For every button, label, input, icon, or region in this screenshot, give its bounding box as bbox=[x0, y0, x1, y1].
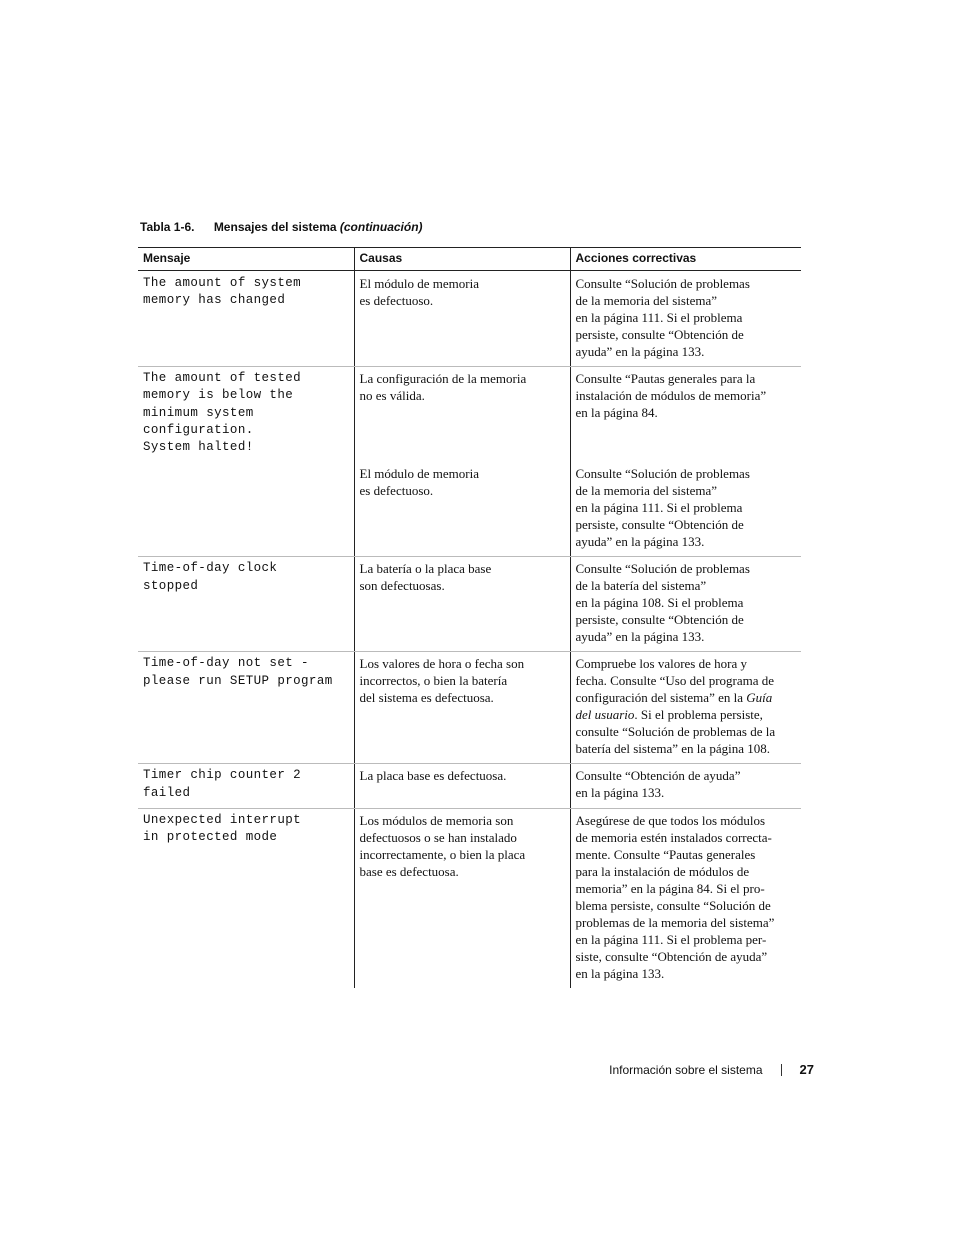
action-cell bbox=[570, 652, 801, 764]
message-cell: Time-of-day clock stopped bbox=[138, 557, 354, 652]
action-text: . Si el problema persiste, consulte “Solución de problemas de la batería del sistema” en la página 108. bbox=[575, 707, 776, 757]
cause-cell: El módulo de memoria es defectuoso. bbox=[354, 271, 570, 367]
header-actions: Acciones correctivas bbox=[570, 248, 801, 271]
table-row bbox=[138, 367, 801, 463]
table-caption bbox=[140, 220, 423, 234]
action-cell: Consulte “Obtención de ayuda” en la página 133. bbox=[570, 764, 801, 809]
guide-title-cont: del usuario bbox=[575, 707, 635, 723]
action-cell: Consulte “Pautas generales para la instalación de módulos de memoria” en la página 84. bbox=[575, 371, 767, 420]
page-footer bbox=[609, 1062, 814, 1077]
cause-cell: La configuración de la memoria no es válida. bbox=[354, 367, 570, 463]
action-cell: Consulte “Solución de problemas de la memoria del sistema” en la página 111. Si el problema persiste, consulte “Obtención de ayuda” en la página 133. bbox=[570, 271, 801, 367]
header-message: Mensaje bbox=[138, 248, 354, 271]
cause-cell: Los módulos de memoria son defectuosos o se han instalado incorrectamente, o bien la placa base es defectuosa. bbox=[354, 809, 570, 989]
message-cell: Unexpected interrupt in protected mode bbox=[138, 809, 354, 989]
action-text: Compruebe los valores de hora y fecha. Consulte “Uso del programa de configuración del sistema” en la bbox=[575, 656, 775, 706]
table-row bbox=[138, 652, 801, 764]
guide-title: Guía bbox=[746, 690, 773, 706]
message-cell bbox=[138, 462, 354, 557]
table-number: Tabla 1-6. bbox=[140, 220, 195, 234]
action-cell: Asegúrese de que todos los módulos de memoria estén instalados correcta- mente. Consulte “Pautas generales para la instalación de módulos de memoria” en la página 84. Si el pro- blema persiste, consulte “Solución de problemas de la memoria del sistema” en la página 111. Si el problema per- siste, consulte “Obtención de ayuda” en la página 133. bbox=[575, 813, 775, 982]
header-causes: Causas bbox=[354, 248, 570, 271]
table-row bbox=[138, 809, 801, 989]
message-cell: The amount of system memory has changed bbox=[138, 271, 354, 367]
table-row bbox=[138, 764, 801, 809]
message-cell: The amount of tested memory is below the minimum system configuration. System halted! bbox=[138, 367, 354, 463]
message-cell: Timer chip counter 2 failed bbox=[138, 764, 354, 809]
message-cell: Time-of-day not set - please run SETUP program bbox=[138, 652, 354, 764]
cause-cell: La batería o la placa base son defectuosas. bbox=[354, 557, 570, 652]
table-row bbox=[138, 271, 801, 367]
system-messages-table bbox=[138, 247, 801, 988]
cause-cell: Los valores de hora o fecha son incorrectos, o bien la batería del sistema es defectuosa. bbox=[354, 652, 570, 764]
cause-cell: El módulo de memoria es defectuoso. bbox=[354, 462, 570, 557]
footer-section: Información sobre el sistema bbox=[609, 1063, 763, 1077]
cause-cell: La placa base es defectuosa. bbox=[354, 764, 570, 809]
action-cell: Consulte “Solución de problemas de la memoria del sistema” en la página 111. Si el problema persiste, consulte “Obtención de ayuda” en la página 133. bbox=[570, 462, 801, 557]
table-row bbox=[138, 557, 801, 652]
table-title: Mensajes del sistema bbox=[213, 220, 337, 234]
table-row bbox=[138, 462, 801, 557]
footer-divider bbox=[781, 1064, 782, 1076]
page-number: 27 bbox=[799, 1062, 814, 1077]
table-header-row bbox=[138, 248, 801, 271]
action-cell: Consulte “Solución de problemas de la batería del sistema” en la página 108. Si el problema persiste, consulte “Obtención de ayuda” en la página 133. bbox=[570, 557, 801, 652]
table-continued: (continuación) bbox=[339, 220, 423, 234]
